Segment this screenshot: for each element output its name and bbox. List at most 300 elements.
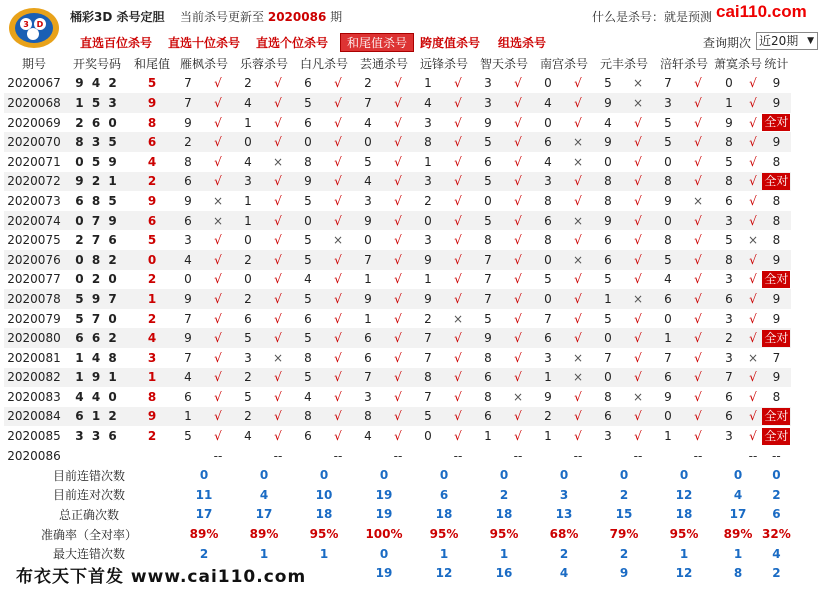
sum-tail-cell: 5	[130, 74, 174, 94]
nav-tab-0[interactable]: 直选百位杀号	[80, 36, 153, 50]
placeholder-dash: --	[382, 446, 414, 466]
cross-icon: ×	[682, 191, 714, 211]
check-icon: √	[502, 250, 534, 270]
check-icon: √	[682, 132, 714, 152]
check-icon: √	[622, 368, 654, 388]
check-icon: √	[322, 93, 354, 113]
check-icon: √	[382, 191, 414, 211]
kill-number-cell: 2	[234, 368, 262, 388]
stat-cell	[762, 270, 791, 290]
check-icon: √	[382, 172, 414, 192]
kill-number-cell: 3	[354, 387, 382, 407]
check-icon: √	[502, 113, 534, 133]
check-icon: √	[744, 309, 762, 329]
stat-value: 17	[714, 505, 762, 525]
check-icon: √	[442, 132, 474, 152]
stat-row	[4, 465, 791, 485]
draw-number-cell: 6 8 5	[64, 191, 130, 211]
stat-cell: 8	[762, 211, 791, 231]
sum-tail-cell: 2	[130, 172, 174, 192]
kill-number-cell: 1	[534, 368, 562, 388]
check-icon: √	[622, 328, 654, 348]
period-cell: 2020074	[4, 211, 64, 231]
kill-number-cell: 7	[654, 348, 682, 368]
stat-value: 4	[762, 544, 791, 564]
draw-number-cell: 9 4 2	[64, 74, 130, 94]
all-correct-badge: 全对	[764, 271, 789, 286]
stat-cell: 9	[762, 368, 791, 388]
period-cell: 2020067	[4, 74, 64, 94]
draw-number-cell: 5 7 0	[64, 309, 130, 329]
stat-value: 0	[234, 465, 294, 485]
period-cell: 2020073	[4, 191, 64, 211]
placeholder-dash: --	[762, 446, 791, 466]
kill-number-cell: 5	[294, 368, 322, 388]
kill-number-cell: 9	[354, 211, 382, 231]
kill-number-cell: 8	[654, 172, 682, 192]
check-icon: √	[262, 250, 294, 270]
stat-value: 0	[762, 465, 791, 485]
kill-number-cell: 5	[294, 191, 322, 211]
check-icon: √	[682, 250, 714, 270]
stat-value: 0	[534, 465, 594, 485]
kill-number-cell: 6	[294, 74, 322, 94]
check-icon: √	[382, 309, 414, 329]
stat-value: 2	[762, 485, 791, 505]
cross-icon: ×	[562, 152, 594, 172]
check-icon: √	[682, 348, 714, 368]
kill-number-cell: 1	[414, 74, 442, 94]
check-icon: √	[262, 211, 294, 231]
period-select[interactable]: 近20期 ▼	[756, 32, 818, 50]
kill-number-cell: 5	[594, 74, 622, 94]
cross-icon: ×	[622, 387, 654, 407]
check-icon: √	[502, 152, 534, 172]
kill-number-cell: 8	[714, 172, 744, 192]
stat-label: 最大连错次数	[4, 544, 174, 564]
check-icon: √	[322, 309, 354, 329]
check-icon: √	[682, 407, 714, 427]
kill-number-cell: 0	[354, 132, 382, 152]
table-row	[4, 368, 791, 388]
table-row	[4, 426, 791, 446]
period-cell: 2020068	[4, 93, 64, 113]
kill-number-cell: 9	[474, 328, 502, 348]
nav-tab-2[interactable]: 直选个位杀号	[256, 36, 329, 50]
check-icon: √	[622, 348, 654, 368]
placeholder-dash: --	[322, 446, 354, 466]
check-icon: √	[202, 368, 234, 388]
kill-number-cell: 1	[234, 211, 262, 231]
kill-number-cell: 6	[474, 152, 502, 172]
stat-value: 16	[474, 563, 534, 583]
sum-tail-cell: 8	[130, 113, 174, 133]
stat-value: 32%	[762, 524, 791, 544]
draw-number-cell: 2 7 6	[64, 230, 130, 250]
stat-value: 19	[354, 563, 414, 583]
current-kill-number: 9	[714, 446, 744, 466]
kill-number-cell: 4	[354, 172, 382, 192]
stat-value: 95%	[474, 524, 534, 544]
cross-icon: ×	[622, 93, 654, 113]
draw-number-cell: 5 9 7	[64, 289, 130, 309]
stat-value: 6	[762, 505, 791, 525]
check-icon: √	[442, 191, 474, 211]
nav-tab-5[interactable]: 组选杀号	[498, 36, 547, 50]
check-icon: √	[744, 270, 762, 290]
kill-number-cell: 8	[354, 407, 382, 427]
stat-value: 95%	[294, 524, 354, 544]
table-row	[4, 152, 791, 172]
site-logo[interactable]: cai110.com	[716, 2, 807, 21]
kill-number-cell: 9	[714, 113, 744, 133]
check-icon: √	[262, 132, 294, 152]
check-icon: √	[262, 74, 294, 94]
check-icon: √	[382, 348, 414, 368]
check-icon: √	[682, 328, 714, 348]
placeholder-dash: --	[622, 446, 654, 466]
check-icon: √	[744, 289, 762, 309]
stat-value: 0	[294, 465, 354, 485]
placeholder-dash: --	[744, 446, 762, 466]
update-info: 当前杀号更新至 2020086 期	[180, 10, 343, 24]
current-kill-number: 0	[354, 446, 382, 466]
table-row	[4, 230, 791, 250]
check-icon: √	[744, 368, 762, 388]
stat-value: 3	[534, 485, 594, 505]
cross-icon: ×	[322, 230, 354, 250]
check-icon: √	[562, 113, 594, 133]
check-icon: √	[202, 132, 234, 152]
stat-value: 68%	[534, 524, 594, 544]
stat-cell: 7	[762, 348, 791, 368]
check-icon: √	[622, 172, 654, 192]
stat-cell: 8	[762, 152, 791, 172]
kill-number-cell: 9	[594, 93, 622, 113]
stat-value: 12	[654, 485, 714, 505]
kill-number-cell: 1	[234, 113, 262, 133]
kill-number-cell: 5	[654, 113, 682, 133]
kill-number-cell: 5	[474, 309, 502, 329]
kill-number-cell: 0	[594, 328, 622, 348]
period-cell: 2020081	[4, 348, 64, 368]
check-icon: √	[682, 74, 714, 94]
nav-tab-4[interactable]: 跨度值杀号	[420, 36, 481, 50]
check-icon: √	[322, 368, 354, 388]
sum-tail-cell: 4	[130, 152, 174, 172]
check-icon: √	[562, 289, 594, 309]
column-header: 开奖号码	[64, 54, 130, 74]
kill-number-cell: 3	[414, 113, 442, 133]
current-kill-label: 当前期杀号	[64, 446, 174, 466]
kill-number-cell: 0	[474, 191, 502, 211]
cross-icon: ×	[442, 309, 474, 329]
watermark: 布衣天下首发 www.cai110.com	[14, 566, 362, 588]
stat-value: 0	[594, 465, 654, 485]
column-header: 统计	[762, 54, 791, 74]
check-icon: √	[382, 387, 414, 407]
check-icon: √	[622, 270, 654, 290]
kill-number-cell: 2	[234, 250, 262, 270]
check-icon: √	[622, 309, 654, 329]
check-icon: √	[622, 132, 654, 152]
check-icon: √	[322, 328, 354, 348]
cross-icon: ×	[562, 368, 594, 388]
table-row	[4, 172, 791, 192]
stat-value: 6	[414, 485, 474, 505]
kill-number-cell: 8	[594, 172, 622, 192]
kill-number-cell: 5	[534, 270, 562, 290]
check-icon: √	[322, 172, 354, 192]
cross-icon: ×	[744, 348, 762, 368]
check-icon: √	[682, 113, 714, 133]
kill-number-cell: 3	[714, 270, 744, 290]
stat-row	[4, 505, 791, 525]
kill-number-cell: 2	[234, 407, 262, 427]
kill-number-cell: 5	[414, 407, 442, 427]
draw-number-cell: 6 1 2	[64, 407, 130, 427]
sum-tail-cell: 9	[130, 191, 174, 211]
current-kill-number: 6	[474, 446, 502, 466]
kill-number-cell: 5	[594, 270, 622, 290]
period-cell: 2020080	[4, 328, 64, 348]
top-bar	[0, 0, 824, 34]
stat-value: 8	[714, 563, 762, 583]
check-icon: √	[562, 328, 594, 348]
nav-tab-3[interactable]: 和尾值杀号	[340, 33, 414, 52]
stat-value: 9	[594, 563, 654, 583]
check-icon: √	[262, 289, 294, 309]
check-icon: √	[262, 426, 294, 446]
check-icon: √	[562, 172, 594, 192]
cross-icon: ×	[562, 211, 594, 231]
current-kill-number: 7	[234, 446, 262, 466]
check-icon: √	[562, 270, 594, 290]
stat-cell	[762, 113, 791, 133]
check-icon: √	[562, 74, 594, 94]
check-icon: √	[382, 152, 414, 172]
kill-number-cell: 4	[174, 250, 202, 270]
kill-number-cell: 3	[414, 230, 442, 250]
kill-number-cell: 6	[714, 191, 744, 211]
stat-row	[4, 544, 791, 564]
kill-number-cell: 1	[714, 93, 744, 113]
check-icon: √	[202, 250, 234, 270]
kill-number-cell: 4	[594, 113, 622, 133]
check-icon: √	[502, 230, 534, 250]
check-icon: √	[622, 230, 654, 250]
check-icon: √	[202, 113, 234, 133]
kill-number-cell: 0	[534, 289, 562, 309]
kill-number-cell: 6	[174, 211, 202, 231]
stat-value: 2	[534, 544, 594, 564]
check-icon: √	[682, 270, 714, 290]
kill-number-cell: 7	[534, 309, 562, 329]
period-cell: 2020082	[4, 368, 64, 388]
kill-number-cell: 5	[234, 387, 262, 407]
kill-number-cell: 0	[294, 132, 322, 152]
check-icon: √	[262, 270, 294, 290]
sum-tail-cell: 4	[130, 328, 174, 348]
nav-tab-1[interactable]: 直选十位杀号	[168, 36, 241, 50]
check-icon: √	[322, 348, 354, 368]
cross-icon: ×	[502, 387, 534, 407]
check-icon: √	[442, 407, 474, 427]
kill-number-cell: 7	[174, 93, 202, 113]
cross-icon: ×	[262, 348, 294, 368]
column-header: 南宫杀号	[534, 54, 594, 74]
kill-number-cell: 5	[294, 328, 322, 348]
stat-value: 89%	[714, 524, 762, 544]
check-icon: √	[442, 289, 474, 309]
stat-value: 0	[714, 465, 762, 485]
kill-number-cell: 5	[474, 132, 502, 152]
sum-tail-cell: 2	[130, 309, 174, 329]
check-icon: √	[442, 230, 474, 250]
kill-number-cell: 3	[714, 309, 744, 329]
stat-row	[4, 485, 791, 505]
check-icon: √	[202, 407, 234, 427]
cross-icon: ×	[562, 348, 594, 368]
kill-number-cell: 4	[534, 93, 562, 113]
stat-value: 17	[234, 505, 294, 525]
all-correct-badge: 全对	[764, 428, 789, 443]
table-row	[4, 211, 791, 231]
column-header: 乐蓉杀号	[234, 54, 294, 74]
check-icon: √	[322, 113, 354, 133]
kill-number-cell: 6	[594, 230, 622, 250]
kill-number-cell: 0	[654, 309, 682, 329]
stat-value: 11	[174, 485, 234, 505]
kill-number-cell: 5	[234, 328, 262, 348]
check-icon: √	[562, 426, 594, 446]
period-cell: 2020076	[4, 250, 64, 270]
kill-number-cell: 8	[534, 230, 562, 250]
kill-number-cell: 4	[174, 368, 202, 388]
kill-number-cell: 9	[594, 211, 622, 231]
check-icon: √	[202, 289, 234, 309]
kill-number-cell: 7	[714, 368, 744, 388]
table-row	[4, 250, 791, 270]
kill-number-cell: 7	[414, 328, 442, 348]
sum-tail-cell: 9	[130, 407, 174, 427]
cross-icon: ×	[262, 152, 294, 172]
check-icon: √	[322, 211, 354, 231]
kill-number-cell: 3	[654, 93, 682, 113]
kill-number-cell: 9	[174, 191, 202, 211]
kill-number-cell: 0	[654, 152, 682, 172]
stat-value: 4	[234, 485, 294, 505]
kill-number-cell: 3	[354, 191, 382, 211]
kill-number-cell: 5	[474, 172, 502, 192]
sum-tail-cell: 2	[130, 426, 174, 446]
kill-number-cell: 0	[594, 152, 622, 172]
check-icon: √	[502, 211, 534, 231]
whatis-link[interactable]: 什么是杀号：就是预测	[592, 10, 713, 24]
kill-number-cell: 7	[174, 348, 202, 368]
kill-number-cell: 5	[294, 250, 322, 270]
kill-number-cell: 9	[654, 191, 682, 211]
stat-value: 2	[594, 485, 654, 505]
kill-number-cell: 5	[174, 426, 202, 446]
check-icon: √	[382, 426, 414, 446]
check-icon: √	[502, 191, 534, 211]
check-icon: √	[562, 407, 594, 427]
check-icon: √	[562, 309, 594, 329]
period-cell: 2020069	[4, 113, 64, 133]
kill-number-cell: 3	[534, 172, 562, 192]
check-icon: √	[322, 250, 354, 270]
stat-value: 1	[714, 544, 762, 564]
check-icon: √	[322, 426, 354, 446]
kill-number-cell: 0	[234, 270, 262, 290]
sum-tail-cell: 1	[130, 289, 174, 309]
table-row	[4, 289, 791, 309]
current-kill-number: 9	[654, 446, 682, 466]
column-header: 雁枫杀号	[174, 54, 234, 74]
placeholder-dash: --	[442, 446, 474, 466]
check-icon: √	[442, 211, 474, 231]
kill-number-cell: 1	[174, 407, 202, 427]
stat-value: 1	[294, 544, 354, 564]
check-icon: √	[502, 172, 534, 192]
check-icon: √	[682, 387, 714, 407]
check-icon: √	[262, 309, 294, 329]
check-icon: √	[202, 348, 234, 368]
draw-number-cell: 3 3 6	[64, 426, 130, 446]
stat-label: 准确率（全对率）	[4, 524, 174, 544]
stat-value: 17	[174, 505, 234, 525]
placeholder-dash: --	[502, 446, 534, 466]
all-correct-badge: 全对	[764, 173, 789, 188]
stat-cell: 8	[762, 191, 791, 211]
kill-number-cell: 6	[174, 387, 202, 407]
check-icon: √	[622, 113, 654, 133]
period-cell: 2020075	[4, 230, 64, 250]
current-kill-number: 1	[294, 446, 322, 466]
check-icon: √	[202, 152, 234, 172]
stat-value: 19	[354, 505, 414, 525]
kill-number-cell: 5	[294, 93, 322, 113]
kill-number-cell: 7	[174, 74, 202, 94]
kill-number-cell: 3	[174, 230, 202, 250]
kill-number-cell: 6	[174, 172, 202, 192]
period-cell: 2020083	[4, 387, 64, 407]
period-cell: 2020084	[4, 407, 64, 427]
kill-number-cell: 0	[594, 368, 622, 388]
table-row	[4, 407, 791, 427]
kill-number-cell: 3	[414, 172, 442, 192]
check-icon: √	[502, 328, 534, 348]
check-icon: √	[202, 309, 234, 329]
draw-number-cell: 1 4 8	[64, 348, 130, 368]
check-icon: √	[382, 250, 414, 270]
kill-number-cell: 5	[474, 211, 502, 231]
stat-value: 0	[414, 465, 474, 485]
draw-number-cell: 0 2 0	[64, 270, 130, 290]
check-icon: √	[682, 211, 714, 231]
check-icon: √	[442, 387, 474, 407]
check-icon: √	[744, 74, 762, 94]
check-icon: √	[202, 328, 234, 348]
check-icon: √	[322, 191, 354, 211]
kill-number-cell: 6	[534, 132, 562, 152]
check-icon: √	[442, 426, 474, 446]
kill-number-cell: 2	[414, 309, 442, 329]
all-correct-badge: 全对	[764, 115, 789, 130]
stat-value: 18	[654, 505, 714, 525]
kill-number-cell: 9	[534, 387, 562, 407]
